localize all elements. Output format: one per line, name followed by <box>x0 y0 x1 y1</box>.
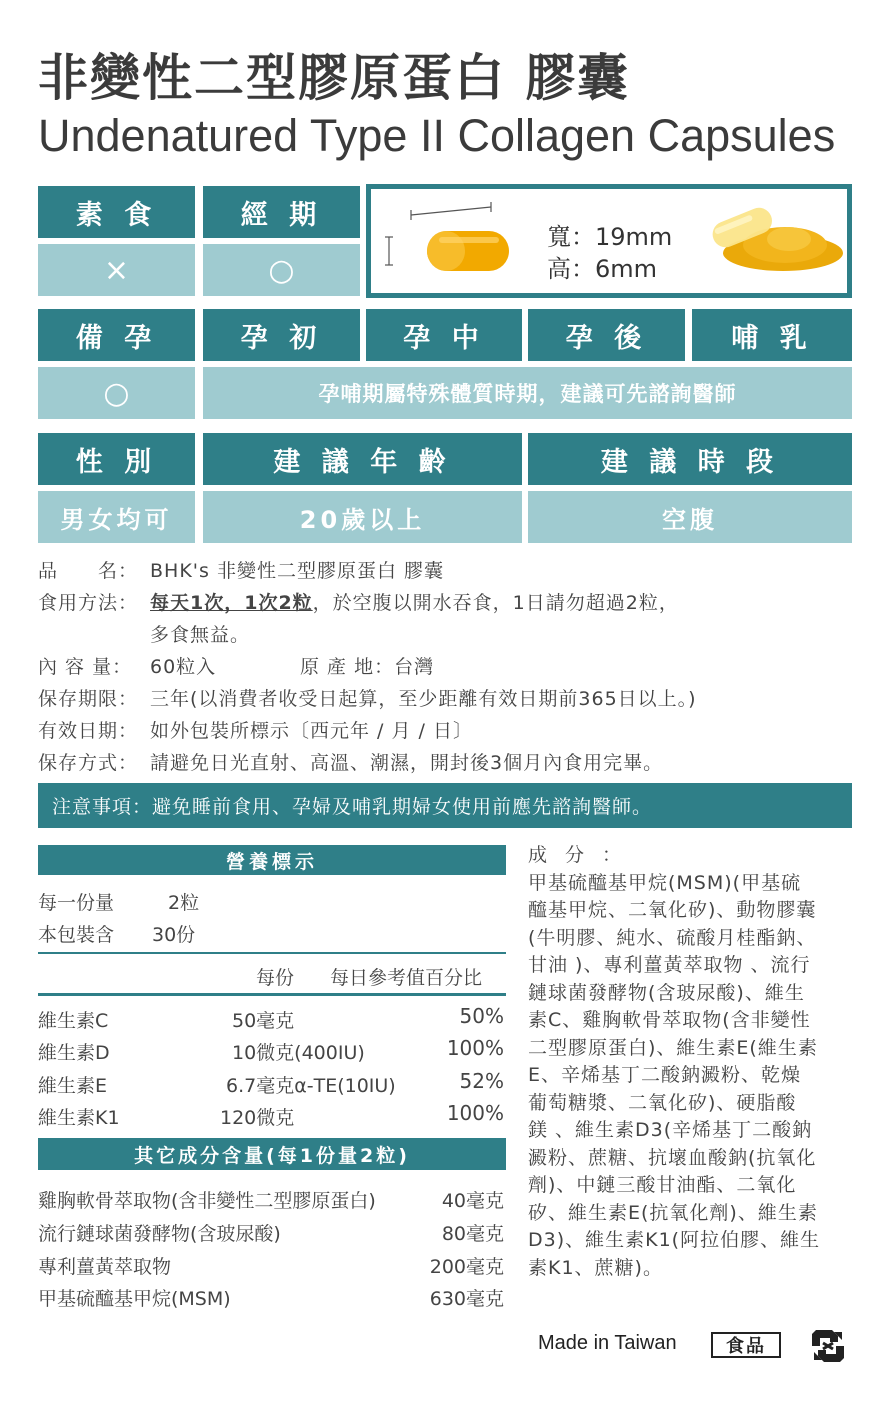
nutrient-amount: 50毫克 <box>232 1010 295 1032</box>
storage-value: 請避免日光直射、高溫、潮濕，開封後3個月內食用完畢。 <box>150 752 664 774</box>
nutrition-divider-thick <box>38 993 506 996</box>
storage-row <box>38 748 663 775</box>
nutrient-amount: 6.7毫克α-TE(10IU) <box>226 1075 396 1097</box>
nutrient-amount: 10微克(400IU) <box>232 1042 365 1064</box>
ingredients-line: 甘油 )、專利薑黃萃取物 、流行 <box>528 954 811 976</box>
serving-size-value: 2粒 <box>168 892 200 914</box>
serving-size-label: 每一份量 <box>38 892 115 914</box>
nutrient-name: 維生素D <box>38 1042 110 1064</box>
age-header: 建 議 年 齡 <box>203 433 522 485</box>
powder-illustration <box>701 203 846 283</box>
page-title: 非變性二型膠原蛋白 膠囊 <box>38 49 630 107</box>
ingredients-line: 甲基硫醯基甲烷(MSM)(甲基硫 <box>528 871 802 894</box>
mid-pregnancy-header: 孕 中 <box>366 309 522 361</box>
gender-header: 性 別 <box>38 433 195 485</box>
component-name: 專利薑黃萃取物 <box>38 1256 172 1278</box>
content-value: 60粒入 <box>150 656 217 678</box>
early-pregnancy-header: 孕 初 <box>203 309 360 361</box>
ingredients-line: 素C、雞胸軟骨萃取物(含非變性 <box>528 1009 811 1031</box>
ingredients-line: (牛明膠、純水、硫酸月桂酯鈉、 <box>528 926 817 949</box>
ingredients-title: 成分： <box>528 844 640 866</box>
other-components-header: 其它成分含量(每1份量2粒) <box>38 1138 506 1170</box>
usage-warning: 多食無益。 <box>150 624 251 646</box>
usage-instructions: ，於空腹以開水吞食，1日請勿超過2粒， <box>312 592 679 614</box>
age-value: 20歲以上 <box>203 491 522 543</box>
menstrual-value: ○ <box>203 244 360 296</box>
ingredients-line: 葡萄糖漿、二氧化矽)、硬脂酸 <box>528 1091 797 1114</box>
usage-label: 食用方法： <box>38 592 139 614</box>
breastfeeding-header: 哺 乳 <box>692 309 852 361</box>
nutrition-divider <box>38 952 506 954</box>
origin-value: 台灣 <box>394 656 435 678</box>
capsule-height: 高：6mm <box>547 255 658 283</box>
component-amount: 40毫克 <box>441 1190 504 1212</box>
nutrient-dv: 100% <box>446 1036 504 1060</box>
shelf-life-row <box>38 684 697 711</box>
expiry-value: 如外包裝所標示〔西元年 / 月 / 日〕 <box>150 720 473 742</box>
ingredients-line: 鏈球菌發酵物(含玻尿酸)、維生 <box>528 981 805 1004</box>
shelf-life-label: 保存期限： <box>38 688 139 710</box>
nutrient-dv: 52% <box>459 1069 504 1093</box>
product-name-row <box>38 556 444 583</box>
ingredients-block <box>528 842 854 1282</box>
pregnancy-note: 孕哺期屬特殊體質時期，建議可先諮詢醫師 <box>203 367 852 419</box>
content-label: 內 容 量： <box>38 656 133 678</box>
product-name-value: BHK's 非變性二型膠原蛋白 膠囊 <box>150 560 444 582</box>
ingredients-line: 醯基甲烷、二氧化矽)、動物膠囊 <box>528 899 817 921</box>
nutrient-name: 維生素C <box>38 1010 109 1032</box>
component-amount: 630毫克 <box>429 1288 504 1310</box>
ingredients-line: 素K1、蔗糖)。 <box>528 1256 663 1279</box>
notice-bar: 注意事項：避免睡前食用、孕婦及哺乳期婦女使用前應先諮詢醫師。 <box>38 783 852 828</box>
ingredients-line: E、辛烯基丁二酸鈉澱粉、乾燥 <box>528 1064 802 1086</box>
ingredients-line: 二型膠原蛋白)、維生素E(維生素 <box>528 1036 818 1059</box>
component-name: 流行鏈球菌發酵物(含玻尿酸) <box>38 1223 281 1245</box>
ingredients-line: 鎂 、維生素D3(辛烯基丁二酸鈉 <box>528 1119 813 1141</box>
ingredients-line: 澱粉、蔗糖、抗壞血酸鈉(抗氧化 <box>528 1146 817 1169</box>
component-amount: 80毫克 <box>441 1223 504 1245</box>
nutrient-dv: 50% <box>459 1004 504 1028</box>
nutrient-amount: 120微克 <box>220 1107 295 1129</box>
expiry-row <box>38 716 473 743</box>
capsule-width: 寬：19mm <box>547 223 673 251</box>
page-subtitle: Undenatured Type II Collagen Capsules <box>38 110 836 161</box>
servings-per-pack-label: 本包裝含 <box>38 924 115 946</box>
component-amount: 200毫克 <box>429 1256 504 1278</box>
storage-label: 保存方式： <box>38 752 139 774</box>
nutrient-dv: 100% <box>446 1101 504 1125</box>
vegetarian-value: × <box>38 244 195 296</box>
daily-value-header: 每日參考值百分比 <box>330 967 483 989</box>
shelf-life-value: 三年(以消費者收受日起算，至少距離有效日期前365日以上。) <box>150 688 697 710</box>
product-name-label: 品 名： <box>38 560 139 582</box>
nutrient-name: 維生素E <box>38 1075 108 1097</box>
per-serving-header: 每份 <box>256 967 295 989</box>
menstrual-header: 經 期 <box>203 186 360 238</box>
vegetarian-header: 素 食 <box>38 186 195 238</box>
component-name: 雞胸軟骨萃取物(含非變性二型膠原蛋白) <box>38 1190 376 1212</box>
recycle-icon <box>808 1326 848 1366</box>
servings-per-pack-value: 30份 <box>152 924 196 946</box>
nutrition-header: 營養標示 <box>38 845 506 875</box>
time-header: 建 議 時 段 <box>528 433 852 485</box>
gender-value: 男女均可 <box>38 491 195 543</box>
capsule-illustration <box>379 199 529 283</box>
late-pregnancy-header: 孕 後 <box>528 309 685 361</box>
origin-label: 原 產 地： <box>300 656 395 678</box>
expiry-label: 有效日期： <box>38 720 139 742</box>
nutrient-name: 維生素K1 <box>38 1107 120 1129</box>
usage-dosage: 每天1次，1次2粒 <box>150 592 313 614</box>
capsule-size-box <box>366 184 852 298</box>
ingredients-line: 矽、維生素E(抗氧化劑)、維生素 <box>528 1201 818 1224</box>
food-badge: 食品 <box>711 1332 781 1358</box>
made-in-taiwan: Made in Taiwan <box>538 1332 677 1354</box>
ingredients-line: D3)、維生素K1(阿拉伯膠、維生 <box>528 1229 821 1251</box>
prep-pregnancy-header: 備 孕 <box>38 309 195 361</box>
ingredients-line: 劑)、中鏈三酸甘油酯、二氧化 <box>528 1174 797 1196</box>
time-value: 空腹 <box>528 491 852 543</box>
content-row <box>38 652 434 679</box>
usage-row <box>38 588 679 615</box>
component-name: 甲基硫醯基甲烷(MSM) <box>38 1288 231 1310</box>
prep-pregnancy-value: ○ <box>38 367 195 419</box>
